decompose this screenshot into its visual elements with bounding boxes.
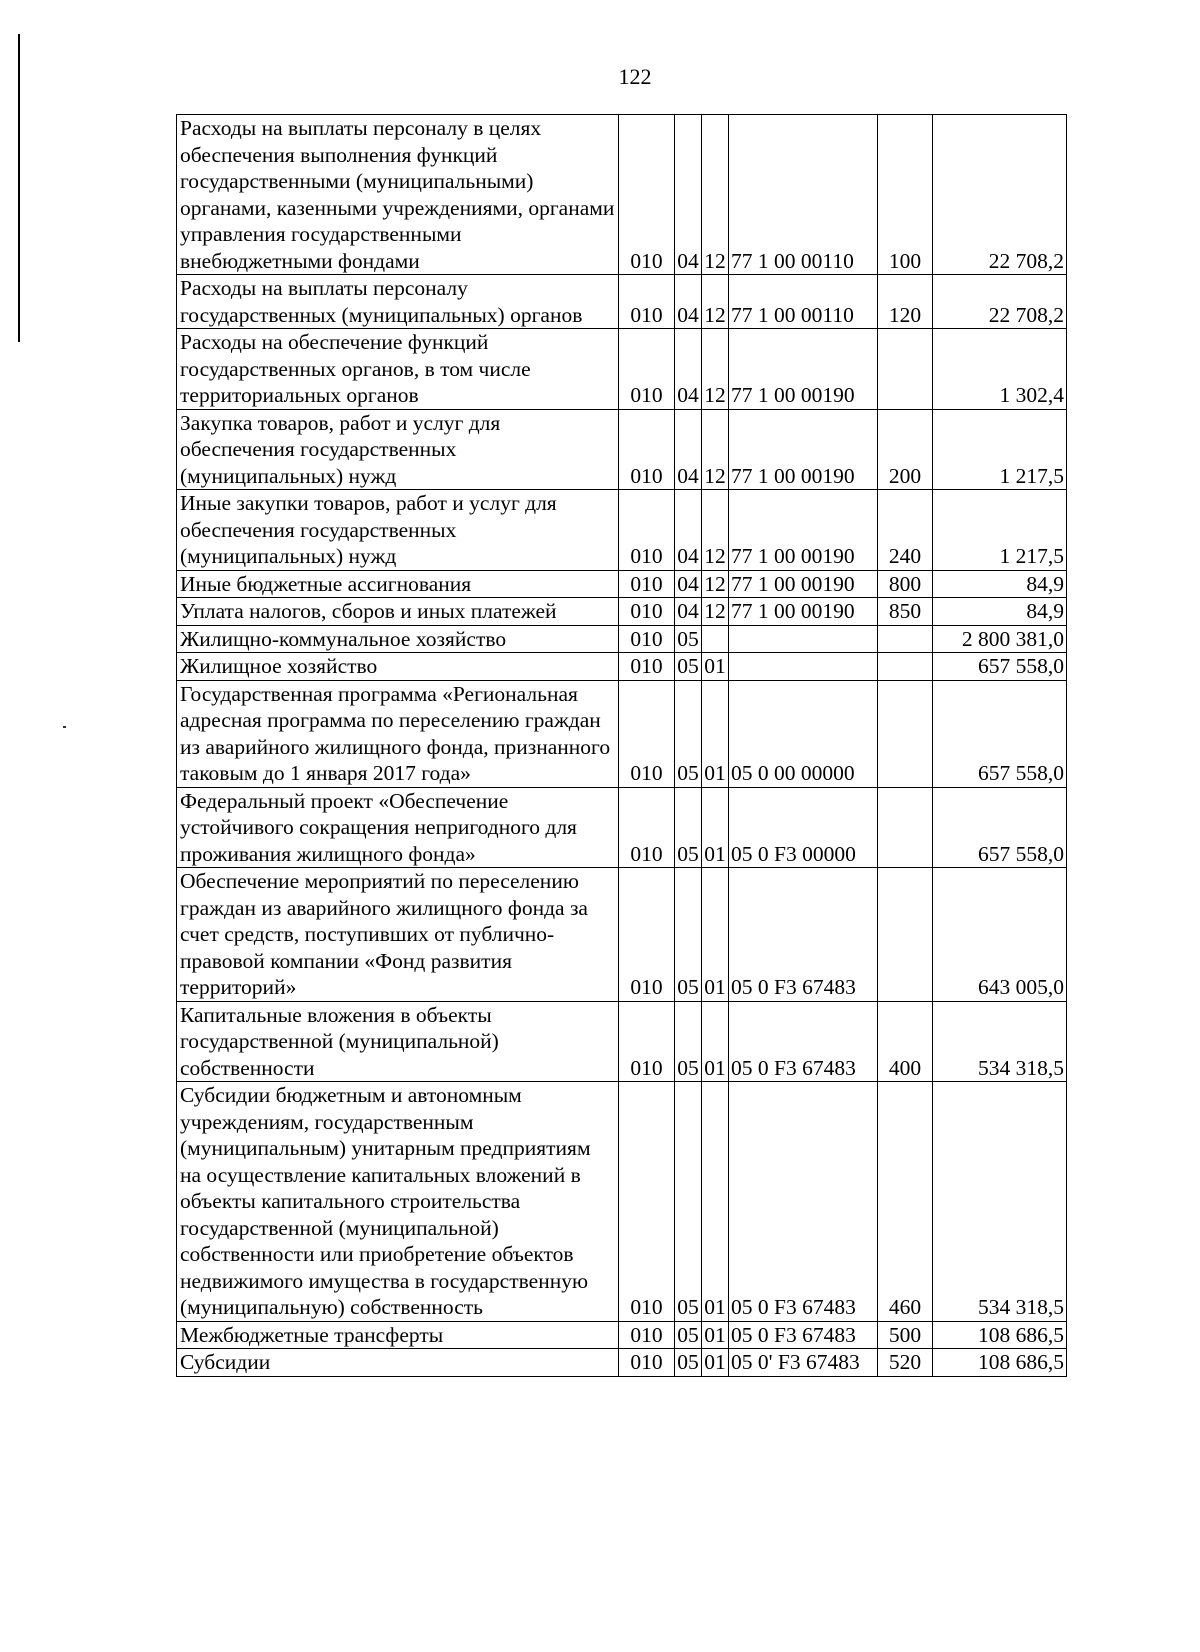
cell-grbs: 010 [619,275,675,329]
table-row [177,1082,1067,1322]
cell-grbs: 010 [619,598,675,626]
cell-expense-type: 800 [878,570,933,598]
row-name: Закупка товаров, работ и услуг для обеспечения государственных (муниципальных) нужд [177,409,619,490]
cell-target-article: 77 1 00 00110 [729,275,878,329]
cell-target-article: 77 1 00 00190 [729,598,878,626]
cell-section: 04 [675,570,702,598]
cell-section: 04 [675,115,702,275]
cell-subsection: 12 [702,490,729,571]
cell-grbs: 010 [619,570,675,598]
cell-subsection: 12 [702,598,729,626]
table-row [177,490,1067,571]
cell-expense-type [878,625,933,653]
cell-section: 05 [675,868,702,1002]
cell-section: 04 [675,598,702,626]
cell-section: 05 [675,787,702,868]
cell-amount: 643 005,0 [933,868,1067,1002]
cell-amount: 657 558,0 [933,787,1067,868]
cell-subsection: 01 [702,1001,729,1082]
cell-grbs: 010 [619,680,675,787]
cell-subsection: 01 [702,1349,729,1377]
table-row [177,625,1067,653]
cell-amount: 534 318,5 [933,1082,1067,1322]
cell-target-article: 05 0' F3 67483 [729,1349,878,1377]
cell-subsection: 01 [702,680,729,787]
cell-target-article [729,653,878,681]
cell-target-article: 05 0 F3 00000 [729,787,878,868]
cell-grbs: 010 [619,490,675,571]
cell-section: 05 [675,1082,702,1322]
cell-section: 04 [675,275,702,329]
cell-expense-type: 200 [878,409,933,490]
cell-target-article: 77 1 00 00110 [729,115,878,275]
cell-amount: 1 302,4 [933,329,1067,410]
row-name: Капитальные вложения в объекты государственной (муниципальной) собственности [177,1001,619,1082]
cell-expense-type: 520 [878,1349,933,1377]
cell-amount: 84,9 [933,570,1067,598]
cell-grbs: 010 [619,1349,675,1377]
cell-target-article: 77 1 00 00190 [729,570,878,598]
cell-amount: 108 686,5 [933,1321,1067,1349]
table-row [177,570,1067,598]
cell-expense-type [878,787,933,868]
cell-subsection: 12 [702,115,729,275]
cell-expense-type: 100 [878,115,933,275]
cell-grbs: 010 [619,653,675,681]
row-name: Иные закупки товаров, работ и услуг для обеспечения государственных (муниципальных) нужд [177,490,619,571]
cell-amount: 84,9 [933,598,1067,626]
budget-table [176,114,1067,1377]
cell-subsection: 01 [702,787,729,868]
cell-expense-type: 400 [878,1001,933,1082]
cell-subsection: 01 [702,653,729,681]
cell-target-article: 05 0 F3 67483 [729,1321,878,1349]
cell-grbs: 010 [619,1082,675,1322]
row-name: Жилищно-коммунальное хозяйство [177,625,619,653]
cell-target-article: 77 1 00 00190 [729,329,878,410]
cell-grbs: 010 [619,1321,675,1349]
cell-grbs: 010 [619,868,675,1002]
row-name: Государственная программа «Региональная адресная программа по переселению граждан из аварийного жилищного фонда, признанного таковым до 1 января 2017 года» [177,680,619,787]
cell-section: 04 [675,409,702,490]
cell-section: 05 [675,680,702,787]
cell-expense-type: 240 [878,490,933,571]
table-row [177,275,1067,329]
cell-amount: 108 686,5 [933,1349,1067,1377]
cell-subsection: 01 [702,868,729,1002]
cell-target-article [729,625,878,653]
row-name: Обеспечение мероприятий по переселению граждан из аварийного жилищного фонда за счет средств, поступивших от публично-правовой компании «Фонд развития территорий» [177,868,619,1002]
cell-section: 04 [675,490,702,571]
cell-amount: 22 708,2 [933,275,1067,329]
cell-section: 05 [675,1321,702,1349]
cell-expense-type [878,868,933,1002]
cell-amount: 1 217,5 [933,490,1067,571]
cell-amount: 2 800 381,0 [933,625,1067,653]
cell-grbs: 010 [619,1001,675,1082]
row-name: Расходы на выплаты персоналу государственных (муниципальных) органов [177,275,619,329]
cell-section: 05 [675,653,702,681]
cell-amount: 657 558,0 [933,653,1067,681]
cell-subsection: 12 [702,275,729,329]
page-number: 122 [618,64,652,89]
cell-section: 04 [675,329,702,410]
cell-amount: 657 558,0 [933,680,1067,787]
cell-target-article: 05 0 F3 67483 [729,868,878,1002]
cell-target-article: 05 0 F3 67483 [729,1001,878,1082]
row-name: Жилищное хозяйство [177,653,619,681]
cell-subsection [702,625,729,653]
table-row [177,598,1067,626]
table-row [177,1001,1067,1082]
table-row [177,115,1067,275]
cell-target-article: 05 0 00 00000 [729,680,878,787]
cell-amount: 22 708,2 [933,115,1067,275]
cell-target-article: 77 1 00 00190 [729,409,878,490]
table-row [177,329,1067,410]
row-name: Межбюджетные трансферты [177,1321,619,1349]
cell-amount: 534 318,5 [933,1001,1067,1082]
row-name: Федеральный проект «Обеспечение устойчивого сокращения непригодного для проживания жилищного фонда» [177,787,619,868]
row-name: Субсидии бюджетным и автономным учреждениям, государственным (муниципальным) унитарным предприятиям на осуществление капитальных вложений в объекты капитального строительства государственной (муниципальной) собственности или приобретение объектов недвижимого имущества в государственную (муниципальную) собственность [177,1082,619,1322]
cell-section: 05 [675,1349,702,1377]
cell-subsection: 12 [702,570,729,598]
cell-subsection: 01 [702,1321,729,1349]
cell-target-article: 77 1 00 00190 [729,490,878,571]
cell-expense-type [878,653,933,681]
table-row [177,680,1067,787]
table-row [177,1349,1067,1377]
row-name: Расходы на выплаты персоналу в целях обеспечения выполнения функций государственными (муниципальными) органами, казенными учреждениями, органами управления государственными внебюджетными фондами [177,115,619,275]
cell-subsection: 01 [702,1082,729,1322]
cell-subsection: 12 [702,329,729,410]
table-body [177,115,1067,1377]
cell-section: 05 [675,625,702,653]
table-row [177,787,1067,868]
table-row [177,1321,1067,1349]
cell-grbs: 010 [619,329,675,410]
cell-subsection: 12 [702,409,729,490]
cell-expense-type [878,680,933,787]
row-name: Уплата налогов, сборов и иных платежей [177,598,619,626]
cell-grbs: 010 [619,115,675,275]
cell-expense-type: 120 [878,275,933,329]
table-row [177,409,1067,490]
cell-grbs: 010 [619,409,675,490]
cell-target-article: 05 0 F3 67483 [729,1082,878,1322]
cell-grbs: 010 [619,787,675,868]
cell-amount: 1 217,5 [933,409,1067,490]
cell-expense-type: 460 [878,1082,933,1322]
row-name: Расходы на обеспечение функций государственных органов, в том числе территориальных органов [177,329,619,410]
cell-expense-type [878,329,933,410]
cell-expense-type: 500 [878,1321,933,1349]
table-row [177,868,1067,1002]
row-name: Субсидии [177,1349,619,1377]
cell-grbs: 010 [619,625,675,653]
row-name: Иные бюджетные ассигнования [177,570,619,598]
cell-section: 05 [675,1001,702,1082]
scan-speck [63,726,66,728]
table-row [177,653,1067,681]
cell-expense-type: 850 [878,598,933,626]
